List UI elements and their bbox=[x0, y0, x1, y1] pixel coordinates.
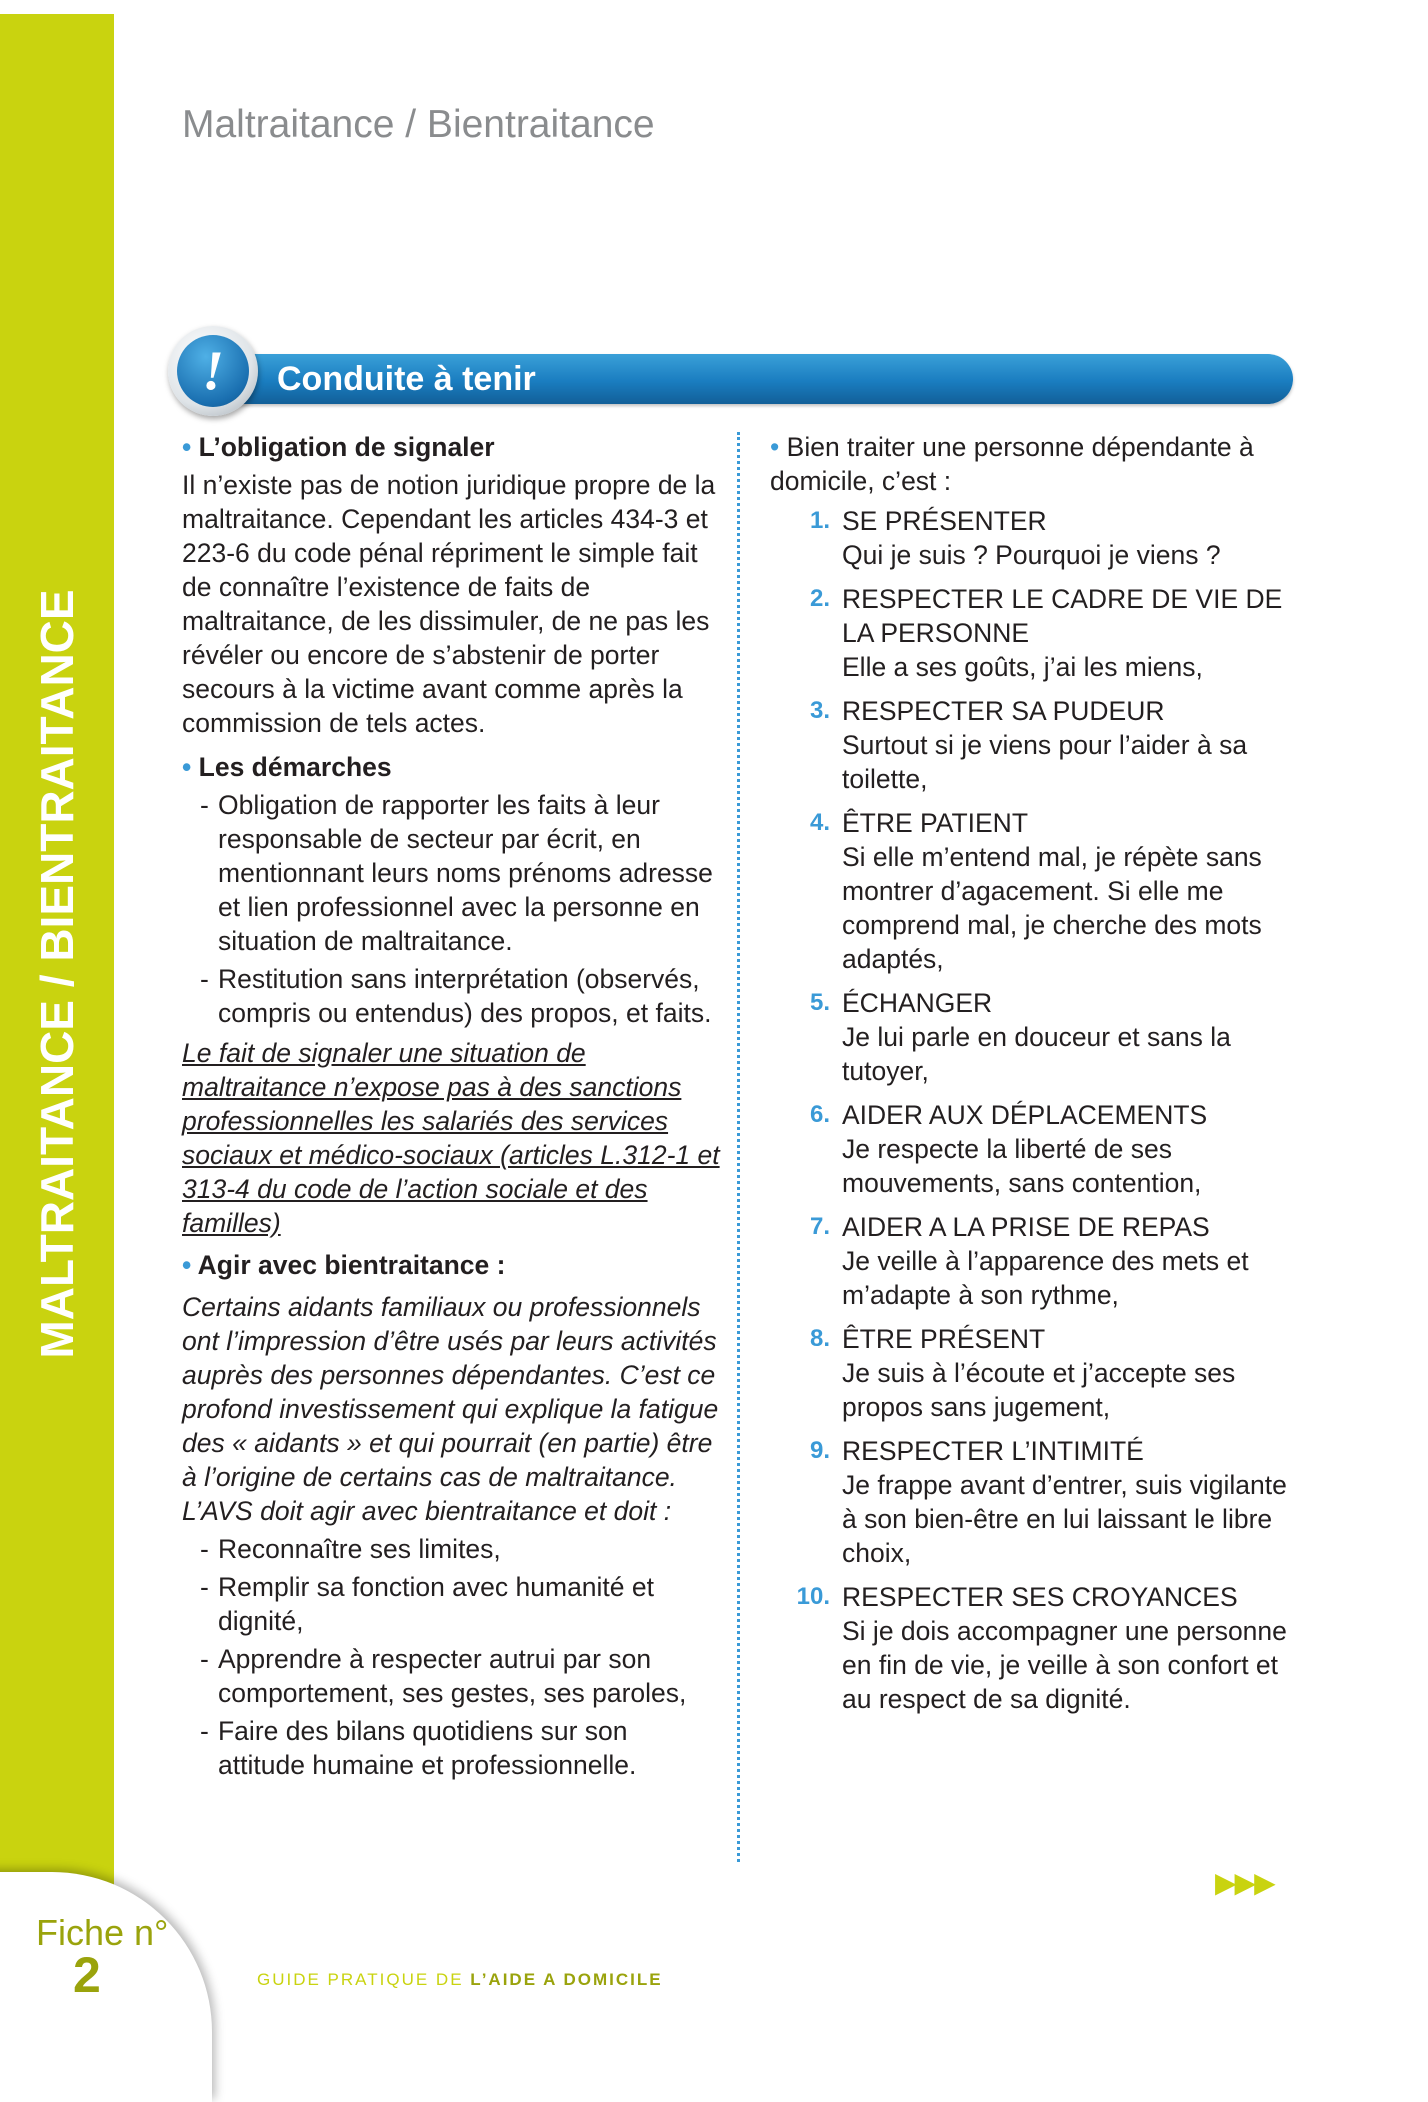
step-number: 5. bbox=[809, 989, 830, 1016]
steps-list bbox=[770, 504, 1300, 1716]
step-title: RESPECTER LE CADRE DE VIE DE LA PERSONNE bbox=[842, 584, 1283, 648]
bullet-icon: • bbox=[182, 432, 199, 462]
obligation-heading: • L’obligation de signaler bbox=[182, 432, 495, 462]
list-item: - Reconnaître ses limites, bbox=[200, 1534, 501, 1564]
left-column bbox=[182, 430, 720, 1786]
list-item: - Remplir sa fonction avec humanité et dignité, bbox=[200, 1572, 654, 1636]
legal-note: Le fait de signaler une situation de maltraitance n’expose pas à des sanctions professionnelles les salariés des services sociaux et médico-sociaux (articles L.312-1 et 313-4 du code de l’action sociale et des familles) bbox=[182, 1038, 720, 1238]
step-item bbox=[770, 1434, 1300, 1570]
step-number: 7. bbox=[809, 1213, 830, 1240]
list-item: - Faire des bilans quotidiens sur son attitude humaine et professionnelle. bbox=[200, 1716, 637, 1780]
step-desc: Si je dois accompagner une personne en fin de vie, je veille à son confort et au respect de sa dignité. bbox=[842, 1616, 1287, 1714]
step-desc: Qui je suis ? Pourquoi je viens ? bbox=[842, 540, 1221, 570]
bullet-icon: • bbox=[182, 752, 199, 782]
step-number: 6. bbox=[809, 1101, 830, 1128]
step-item bbox=[770, 1580, 1300, 1716]
step-title: AIDER A LA PRISE DE REPAS bbox=[842, 1212, 1210, 1242]
step-desc: Je veille à l’apparence des mets et m’adapte à son rythme, bbox=[842, 1246, 1249, 1310]
step-title: ÊTRE PRÉSENT bbox=[842, 1324, 1046, 1354]
agir-list bbox=[182, 1532, 720, 1782]
section-title: Conduite à tenir bbox=[277, 360, 536, 398]
fiche-label: Fiche n° bbox=[36, 1912, 169, 1953]
steps-intro: • Bien traiter une personne dépendante à domicile, c’est : bbox=[770, 432, 1254, 496]
list-item: - Apprendre à respecter autrui par son comportement, ses gestes, ses paroles, bbox=[200, 1644, 687, 1708]
fiche-number: 2 bbox=[73, 1947, 101, 2003]
step-number: 8. bbox=[809, 1325, 830, 1352]
bullet-icon: • bbox=[182, 1250, 198, 1280]
column-divider bbox=[737, 432, 740, 1862]
sidebar bbox=[0, 14, 114, 1894]
step-number: 4. bbox=[809, 809, 830, 836]
step-desc: Elle a ses goûts, j’ai les miens, bbox=[842, 652, 1203, 682]
step-item bbox=[770, 1210, 1300, 1312]
demarches-list bbox=[182, 788, 720, 1030]
agir-text: Certains aidants familiaux ou professionnels ont l’impression d’être usés par leurs activités auprès des personnes dépendantes. C’est ce profond investissement qui explique la fatigue des « aidants » et qui pourrait (en partie) être à l’origine de certains cas de maltraitance. L’AVS doit agir avec bientraitance et doit : bbox=[182, 1292, 719, 1526]
demarches-heading: • Les démarches bbox=[182, 752, 392, 782]
step-number: 2. bbox=[809, 585, 830, 612]
step-item bbox=[770, 694, 1300, 796]
list-item: - Restitution sans interprétation (observés, compris ou entendus) des propos, et faits. bbox=[200, 964, 712, 1028]
step-desc: Je lui parle en douceur et sans la tutoyer, bbox=[842, 1022, 1231, 1086]
step-desc: Je suis à l’écoute et j’accepte ses propos sans jugement, bbox=[842, 1358, 1236, 1422]
step-item bbox=[770, 504, 1300, 572]
next-page-arrows-icon: ▶▶▶ bbox=[1215, 1867, 1274, 1898]
step-item bbox=[770, 1098, 1300, 1200]
sidebar-label: MALTRAITANCE / BIENTRAITANCE bbox=[31, 589, 83, 1359]
step-number: 1. bbox=[809, 507, 830, 534]
footer-guide: GUIDE PRATIQUE DE L’AIDE A DOMICILE bbox=[257, 1970, 663, 1989]
section-banner bbox=[225, 354, 1293, 404]
right-column bbox=[770, 430, 1300, 1726]
step-title: SE PRÉSENTER bbox=[842, 506, 1047, 536]
alert-badge bbox=[168, 326, 258, 416]
step-item bbox=[770, 806, 1300, 976]
step-title: ÉCHANGER bbox=[842, 988, 993, 1018]
step-title: RESPECTER SES CROYANCES bbox=[842, 1582, 1238, 1612]
step-number: 10. bbox=[796, 1583, 830, 1610]
step-desc: Si elle m’entend mal, je répète sans montrer d’agacement. Si elle me comprend mal, je cherche des mots adaptés, bbox=[842, 842, 1262, 974]
step-desc: Je respecte la liberté de ses mouvements, sans contention, bbox=[842, 1134, 1202, 1198]
step-title: ÊTRE PATIENT bbox=[842, 808, 1029, 838]
step-title: AIDER AUX DÉPLACEMENTS bbox=[842, 1100, 1208, 1130]
page-title: Maltraitance / Bientraitance bbox=[182, 103, 655, 146]
step-item bbox=[770, 582, 1300, 684]
obligation-text: Il n’existe pas de notion juridique propre de la maltraitance. Cependant les articles 434-3 et 223-6 du code pénal répriment le simple fait de connaître l’existence de faits de maltraitance, de les dissimuler, de ne pas les révéler ou encore de s’abstenir de porter secours à la victime avant comme après la commission de tels actes. bbox=[182, 470, 716, 738]
step-item bbox=[770, 1322, 1300, 1424]
bullet-icon: • bbox=[770, 432, 787, 462]
list-item: - Obligation de rapporter les faits à leur responsable de secteur par écrit, en mentionnant leurs noms prénoms adresse et lien professionnel avec la personne en situation de maltraitance. bbox=[200, 790, 713, 956]
step-desc: Surtout si je viens pour l’aider à sa toilette, bbox=[842, 730, 1248, 794]
step-desc: Je frappe avant d’entrer, suis vigilante à son bien-être en lui laissant le libre choix, bbox=[842, 1470, 1287, 1568]
exclamation-icon: ! bbox=[177, 335, 249, 407]
step-number: 3. bbox=[809, 697, 830, 724]
agir-heading: • Agir avec bientraitance : bbox=[182, 1250, 506, 1280]
step-number: 9. bbox=[809, 1437, 830, 1464]
fiche-corner bbox=[0, 1872, 212, 2102]
step-item bbox=[770, 986, 1300, 1088]
step-title: RESPECTER L’INTIMITÉ bbox=[842, 1436, 1144, 1466]
step-title: RESPECTER SA PUDEUR bbox=[842, 696, 1165, 726]
